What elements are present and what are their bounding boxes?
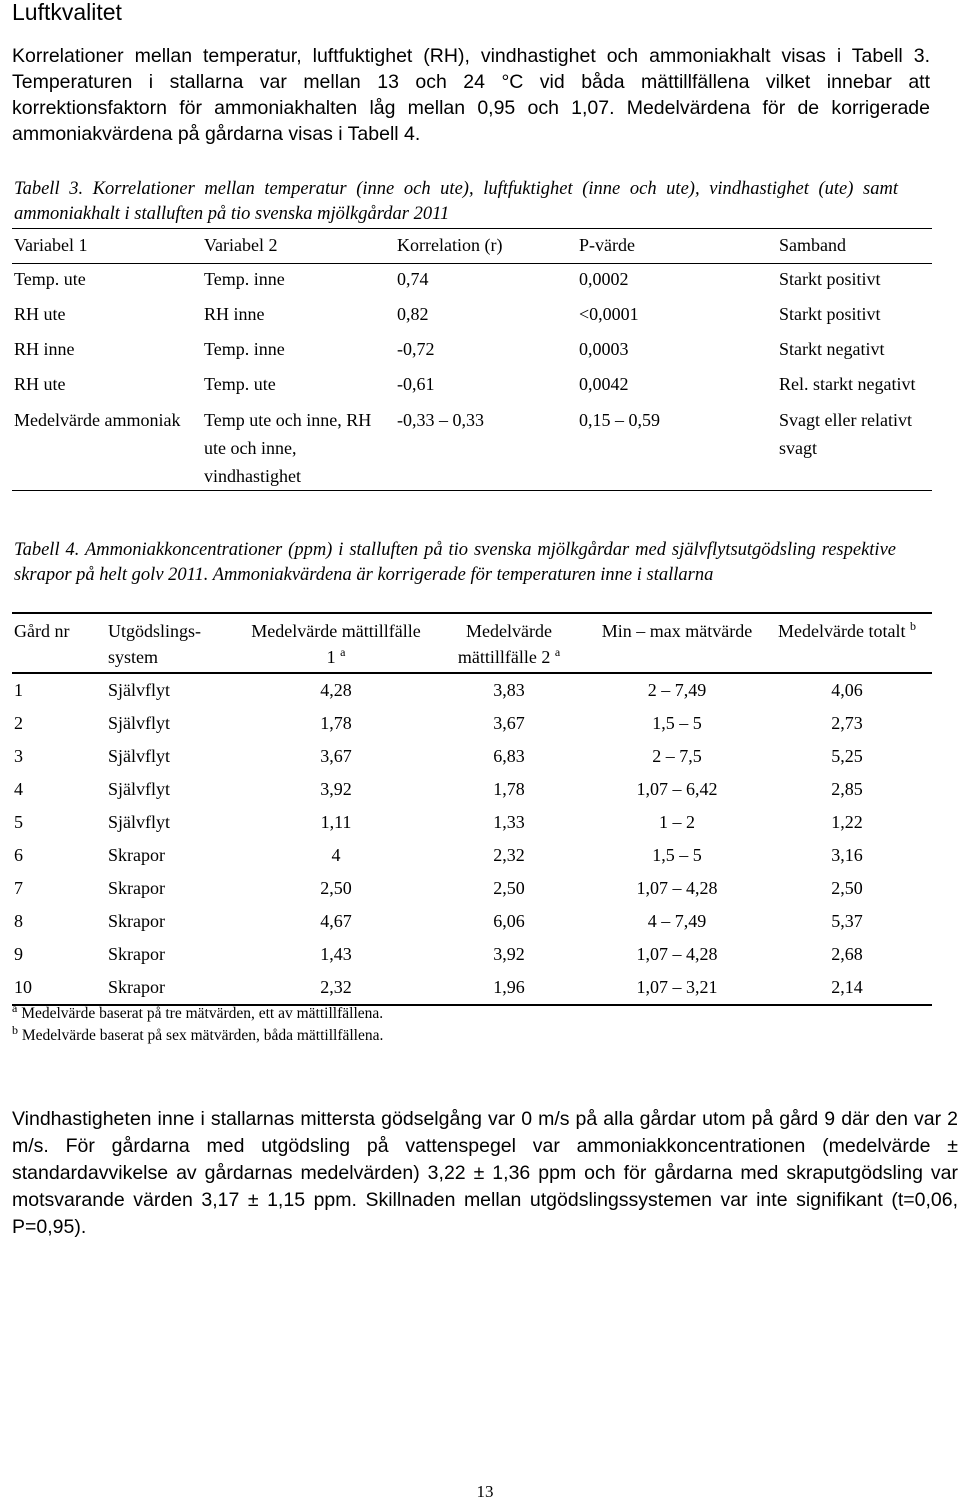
section-heading: Luftkvalitet: [12, 0, 122, 25]
table-cell: 2,50: [493, 878, 525, 898]
table-cell: Skrapor: [106, 971, 246, 1005]
table-cell: 6,83: [493, 746, 525, 766]
table-cell: Temp. inne: [204, 339, 285, 359]
table-header-row: [12, 229, 932, 264]
column-header: Variabel 1: [12, 229, 202, 264]
table-cell: 2,50: [831, 878, 863, 898]
table-cell: 5,25: [831, 746, 863, 766]
table-cell: 3,67: [320, 746, 352, 766]
table-cell: 1,5 – 5: [652, 713, 702, 733]
table-cell: 0,0002: [579, 269, 629, 289]
table-cell: 3,83: [493, 680, 525, 700]
table-cell: Skrapor: [108, 911, 165, 931]
table-cell: 2,14: [760, 971, 932, 1005]
table-cell: -0,61: [397, 374, 435, 394]
table-cell: 10: [12, 971, 106, 1005]
table-cell: 2 – 7,5: [652, 746, 702, 766]
table-row: [12, 404, 932, 491]
table-cell: Temp. ute: [204, 374, 276, 394]
table-cell: 4,06: [831, 680, 863, 700]
table-cell: Temp ute och inne, RH ute och inne, vindhastighet: [202, 404, 395, 491]
table-cell: 0,15 – 0,59: [577, 404, 777, 491]
table-cell: 0,0003: [579, 339, 629, 359]
table-cell: Skrapor: [108, 944, 165, 964]
table-cell: 7: [14, 878, 23, 898]
table-row: [12, 839, 932, 872]
table-cell: 1,96: [424, 971, 592, 1005]
table-cell: 1 – 2: [659, 812, 695, 832]
table-cell: RH ute: [14, 374, 66, 394]
table-cell: Självflyt: [108, 713, 170, 733]
table-cell: Självflyt: [108, 779, 170, 799]
table-cell: Temp. ute: [14, 269, 86, 289]
table-cell: Skrapor: [108, 845, 165, 865]
table-cell: 0,0042: [579, 374, 629, 394]
table-cell: 2 – 7,49: [647, 680, 707, 700]
table-cell: 1,43: [320, 944, 352, 964]
table-row: [12, 971, 932, 1005]
table-cell: Temp. inne: [204, 269, 285, 289]
table-cell: 4: [331, 845, 341, 865]
table4-caption: Tabell 4. Ammoniakkoncentrationer (ppm) i stalluften på tio svenska mjölkgårdar med självflytsutgödsling respektive skrapor på helt golv 2011. Ammoniakvärdena är korrigerade för temperaturen inne i stallarna: [14, 540, 896, 585]
table-cell: Starkt negativt: [779, 339, 885, 359]
table-row: [12, 707, 932, 740]
column-header: P-värde: [577, 229, 777, 264]
table-cell: 6: [14, 845, 23, 865]
table-cell: 1,5 – 5: [652, 845, 702, 865]
column-header: Medelvärde mättillfälle 2 $^a$: [424, 613, 592, 673]
column-header: Medelvärde totalt $^b$: [760, 613, 932, 673]
table-cell: 3: [14, 746, 23, 766]
table-cell: Skrapor: [108, 878, 165, 898]
table-cell: 4,67: [320, 911, 352, 931]
table-cell: 2: [14, 713, 23, 733]
table-cell: 4: [14, 779, 23, 799]
table-cell: 2,73: [831, 713, 863, 733]
table-cell: 3,92: [320, 779, 352, 799]
table-cell: RH inne: [14, 339, 75, 359]
column-header: Utgödslings-system: [106, 613, 246, 673]
column-header: Min – max mätvärde: [592, 613, 760, 673]
table-cell: 2,85: [831, 779, 863, 799]
table-cell: 1,78: [493, 779, 525, 799]
table-cell: 2,32: [246, 971, 424, 1005]
table-cell: Starkt positivt: [779, 269, 881, 289]
table-cell: 2,68: [831, 944, 863, 964]
table-cell: RH ute: [14, 304, 66, 324]
footnote: $^b$ Medelvärde baserat på sex mätvärden, båda mättillfällena.: [12, 1022, 384, 1044]
table-cell: -0,72: [397, 339, 435, 359]
table-row: [12, 872, 932, 905]
table-cell: Självflyt: [108, 812, 170, 832]
table-cell: 3,67: [493, 713, 525, 733]
table-row: [12, 905, 932, 938]
table-cell: RH inne: [204, 304, 265, 324]
table-cell: <0,0001: [579, 304, 639, 324]
table-row: [12, 740, 932, 773]
table-cell: 8: [14, 911, 23, 931]
table-cell: 3,92: [493, 944, 525, 964]
ammonia-table: [12, 612, 932, 1006]
column-header: Samband: [777, 229, 932, 264]
page-number: 13: [476, 1482, 494, 1501]
table-cell: 6,06: [493, 911, 525, 931]
table-cell: 1,07 – 4,28: [636, 944, 718, 964]
table-cell: Starkt positivt: [779, 304, 881, 324]
table-cell: Rel. starkt negativt: [779, 374, 916, 394]
table-row: [12, 806, 932, 839]
table-cell: 0,82: [397, 304, 429, 324]
table-cell: 5,37: [831, 911, 863, 931]
column-header: Gård nr: [12, 613, 106, 673]
table-row: [12, 299, 932, 334]
column-header: Medelvärde mättillfälle 1 $^a$: [246, 613, 424, 673]
correlation-table: [12, 228, 932, 491]
table-cell: 1,22: [831, 812, 863, 832]
table-cell: 1,07 – 4,28: [636, 878, 718, 898]
intro-paragraph: Korrelationer mellan temperatur, luftfuktighet (RH), vindhastighet och ammoniakhalt visas i Tabell 3. Temperaturen i stallarna var mellan 13 och 24 °C vid båda mättillfällena vilket innebar att korrektionsfaktorn för ammoniakhalten låg mellan 0,95 och 1,07. Medelvärdena för de korrigerade ammoniakvärdena på gårdarna visas i Tabell 4.: [12, 45, 930, 145]
table-row: [12, 938, 932, 971]
table4-footnotes: [12, 1000, 384, 1047]
table-cell: Svagt eller relativt svagt: [777, 404, 932, 491]
table-cell: 1,78: [320, 713, 352, 733]
table-cell: 9: [14, 944, 23, 964]
table-cell: 2,50: [320, 878, 352, 898]
table-cell: 0,74: [397, 269, 429, 289]
table-cell: 4 – 7,49: [647, 911, 707, 931]
table-cell: 1,11: [320, 812, 352, 832]
table-row: [12, 369, 932, 404]
table-cell: 1,07 – 3,21: [592, 971, 760, 1005]
table-cell: 1,07 – 6,42: [636, 779, 718, 799]
table-cell: 3,16: [831, 845, 863, 865]
table-cell: Självflyt: [108, 746, 170, 766]
table-cell: 1,33: [493, 812, 525, 832]
table-cell: Självflyt: [108, 680, 170, 700]
table-row: [12, 773, 932, 806]
body-paragraph: Vindhastigheten inne i stallarnas mittersta gödselgång var 0 m/s på alla gårdar utom på gård 9 där den var 2 m/s. För gårdarna med utgödsling på vattenspegel var ammoniakkoncentrationen (medelvärde ± standardavvikelse av gårdarnas medelvärden) 3,22 ± 1,36 ppm och för gårdarna med skraputgödsling var motsvarande värden 3,17 ± 1,15 ppm. Skillnaden mellan utgödslingssystemen var inte signifikant (t=0,06, P=0,95).: [12, 1108, 958, 1238]
column-header: Korrelation (r): [395, 229, 577, 264]
table-cell: Medelvärde ammoniak: [12, 404, 202, 491]
table-header-row: [12, 613, 932, 673]
column-header: Variabel 2: [202, 229, 395, 264]
table-cell: 2,32: [493, 845, 525, 865]
table-row: [12, 264, 932, 300]
table-cell: 4,28: [320, 680, 352, 700]
table-row: [12, 673, 932, 707]
table-cell: 5: [14, 812, 23, 832]
table-row: [12, 334, 932, 369]
table-cell: -0,33 – 0,33: [395, 404, 577, 491]
table3-caption: Tabell 3. Korrelationer mellan temperatur (inne och ute), luftfuktighet (inne och ute), vindhastighet (ute) samt ammoniakhalt i stalluften på tio svenska mjölkgårdar 2011: [14, 179, 898, 224]
footnote: $^a$ Medelvärde baserat på tre mätvärden, ett av mättillfällena.: [12, 1000, 384, 1022]
table-cell: 1: [14, 680, 23, 700]
